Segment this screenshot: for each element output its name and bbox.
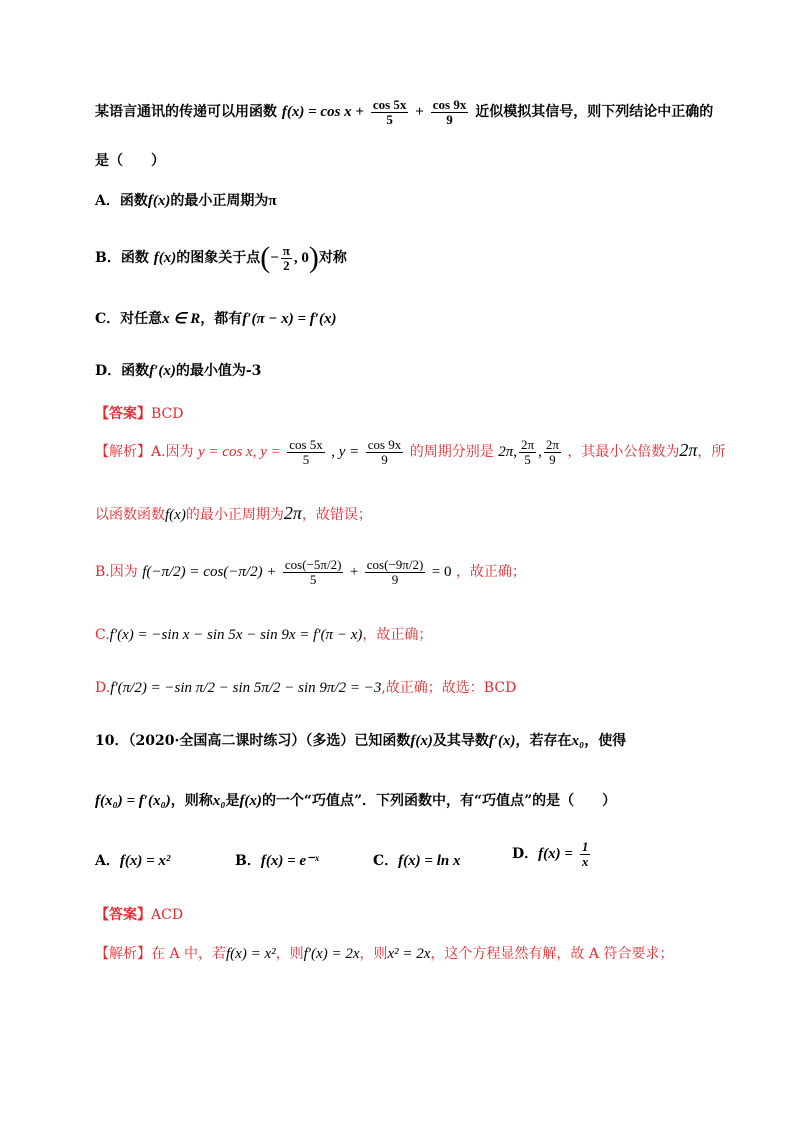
q9-solution-a-line2: 以函数函数f(x)的最小正周期为2π，故错误； <box>95 503 372 523</box>
q10-stem-line2: f(x₀) = f′(x₀)，则称x₀是f(x)的一个“巧值点”．下列函数中，有“巧值点”的是（ ） <box>95 793 617 809</box>
q9-stem-line1: 某语言通讯的传递可以用函数 f(x) = cos x + $\frac{\cos 5x}{5}$ + $\frac{\cos 9x}{9}$ 近似模拟其信号，则下列结论中正确的 <box>95 97 714 127</box>
q9-solution-a-line1: 【解析】A.因为 y = cos x, y = $\frac{\cos 5x}{5}$ , y = $\frac{\cos 9x}{9}$ 的周期分别是 2π, $\frac{2\pi}{5}$ , $\frac{2\pi}{9}$ ，其最小公倍数为2π，所 <box>95 437 726 467</box>
q9-answer: 【答案】BCD <box>95 406 184 422</box>
q9-stem-text-tail: 近似模拟其信号，则下列结论中正确的 <box>475 104 714 121</box>
q10-option-b: B．f(x) = e⁻ˣ <box>235 853 320 869</box>
q9-option-c: C．对任意x ∈ R，都有f′(π − x) = f′(x) <box>95 311 337 327</box>
q9-option-d: D．函数f′(x)的最小值为-3 <box>95 363 262 379</box>
q9-stem-text: 某语言通讯的传递可以用函数 <box>95 104 277 121</box>
q10-option-a: A．f(x) = x² <box>95 853 171 869</box>
q9-fraction-cos9x: $\frac{\cos 9x}{9}$ <box>432 97 467 127</box>
q10-solution: 【解析】在 A 中，若f(x) = x²，则f′(x) = 2x，则x² = 2x，这个方程显然有解，故 A 符合要求； <box>95 946 674 962</box>
q10-answer: 【答案】ACD <box>95 907 184 923</box>
q9-solution-b: B.因为 f(−π/2) = cos(−π/2) + $\frac{\cos(-5\pi/2)}{5}$ + $\frac{\cos(-9\pi/2)}{9}$ = 0 ，故正确； <box>95 557 526 587</box>
q10-stem-line1: 10．（2020·全国高二课时练习）（多选）已知函数f(x)及其导数f′(x)，若存在x₀，使得 <box>95 733 627 749</box>
q9-solution-d: D.f′(π/2) = −sin π/2 − sin 5π/2 − sin 9π/2 = −3,故正确；故选：BCD <box>95 680 517 696</box>
q9-solution-c: C.f′(x) = −sin x − sin 5x − sin 9x = f′(π − x)，故正确； <box>95 627 433 643</box>
q9-option-a: A．函数f(x)的最小正周期为π <box>95 193 277 209</box>
q9-fraction-cos5x: $\frac{\cos 5x}{5}$ <box>372 97 407 127</box>
q10-option-c: C．f(x) = ln x <box>373 853 461 869</box>
q10-option-d: D．f(x) = $\frac{1}{x}$ <box>512 839 589 869</box>
q9-option-b: B．函数 f(x)的图象关于点(− $\frac{\pi}{2}$ , 0)对称 <box>95 241 347 274</box>
q9-stem-line2: 是（ ） <box>95 153 165 169</box>
q9-function-formula: f(x) = cos x + <box>281 104 364 121</box>
